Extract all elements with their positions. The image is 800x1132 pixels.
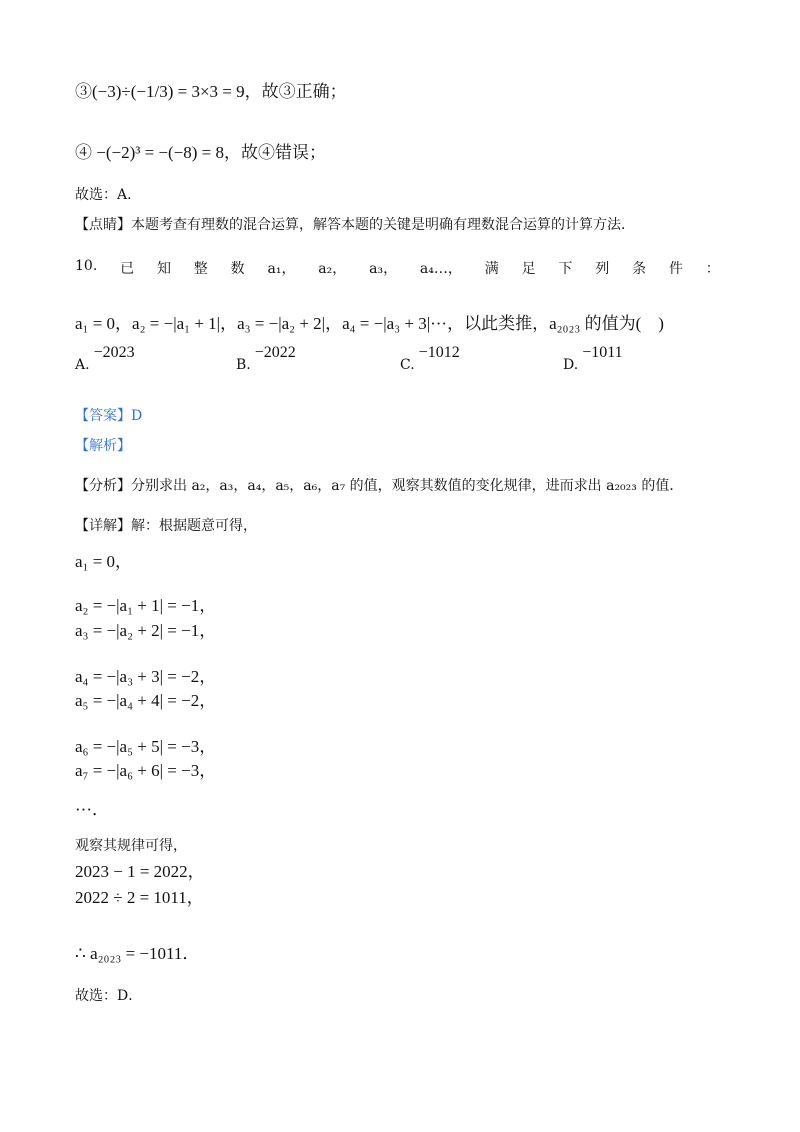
eq-ellipsis: ···． [75, 800, 109, 819]
eq-a1: a₁ = 0， [75, 552, 133, 571]
detail-text: 【详解】解：根据题意可得， [75, 518, 257, 534]
observe-text: 观察其规律可得， [75, 838, 187, 854]
conclusion: ∴ a₂₀₂₃ = −1011． [75, 944, 200, 963]
option-b[interactable]: B.−2022 [236, 344, 296, 373]
eq-a4: a₄ = −|a₃ + 3| = −2， [75, 667, 217, 686]
answer-label: 【答案】D [75, 408, 143, 424]
q10-token: 10. [75, 258, 98, 274]
q10-token: 列 [595, 261, 610, 277]
option-c[interactable]: C.−1012 [400, 344, 460, 373]
eq-a6: a₆ = −|a₅ + 5| = −3， [75, 737, 217, 756]
analysis-text: 【分析】分别求出 a₂，a₃，a₄，a₅，a₆，a₇ 的值，观察其数值的变化规律，进而求出 a₂₀₂₃ 的值． [75, 478, 684, 494]
question-10-condition: a₁ = 0，a₂ = −|a₁ + 1|，a₃ = −|a₂ + 2|，a₄ = −|a₃ + 3|···，以此类推，a₂₀₂₃ 的值为( ) [75, 314, 664, 333]
q10-token: a₂， [318, 261, 347, 277]
q10-token: 件 [668, 261, 683, 277]
eq-a7: a₇ = −|a₆ + 6| = −3， [75, 761, 217, 780]
step-4: ④ −(−2)³ = −(−8) = 8，故④错误； [75, 143, 327, 162]
eq-a5: a₅ = −|a₄ + 4| = −2， [75, 691, 217, 710]
q10-token: 已 [120, 261, 135, 277]
q10-token: a₁， [267, 261, 296, 277]
q10-token: 整 [193, 261, 208, 277]
calc-2: 2022 ÷ 2 = 1011， [75, 888, 204, 907]
q10-token: 足 [521, 261, 536, 277]
choose-a: 故选：A． [75, 187, 142, 203]
q10-token: a₃， [369, 261, 398, 277]
q10-token: a₄…， [419, 261, 462, 277]
option-a[interactable]: A.−2023 [75, 344, 135, 373]
eq-a3: a₃ = −|a₂ + 2| = −1， [75, 621, 217, 640]
step-3: ③(−3)÷(−1/3) = 3×3 = 9，故③正确； [75, 82, 347, 101]
q10-token: ： [705, 261, 720, 277]
analysis-title: 【解析】 [75, 438, 131, 454]
question-10-header [75, 258, 720, 278]
eq-a2: a₂ = −|a₁ + 1| = −1， [75, 596, 217, 615]
choose-d: 故选：D． [75, 988, 143, 1004]
q10-token: 满 [484, 261, 499, 277]
q10-token: 知 [156, 261, 171, 277]
q10-token: 数 [230, 261, 245, 277]
comment: 【点睛】本题考查有理数的混合运算，解答本题的关键是明确有理数混合运算的计算方法． [75, 217, 635, 233]
q10-token: 条 [632, 261, 647, 277]
calc-1: 2023 − 1 = 2022， [75, 862, 205, 881]
option-d[interactable]: D.−1011 [563, 344, 623, 373]
q10-token: 下 [558, 261, 573, 277]
